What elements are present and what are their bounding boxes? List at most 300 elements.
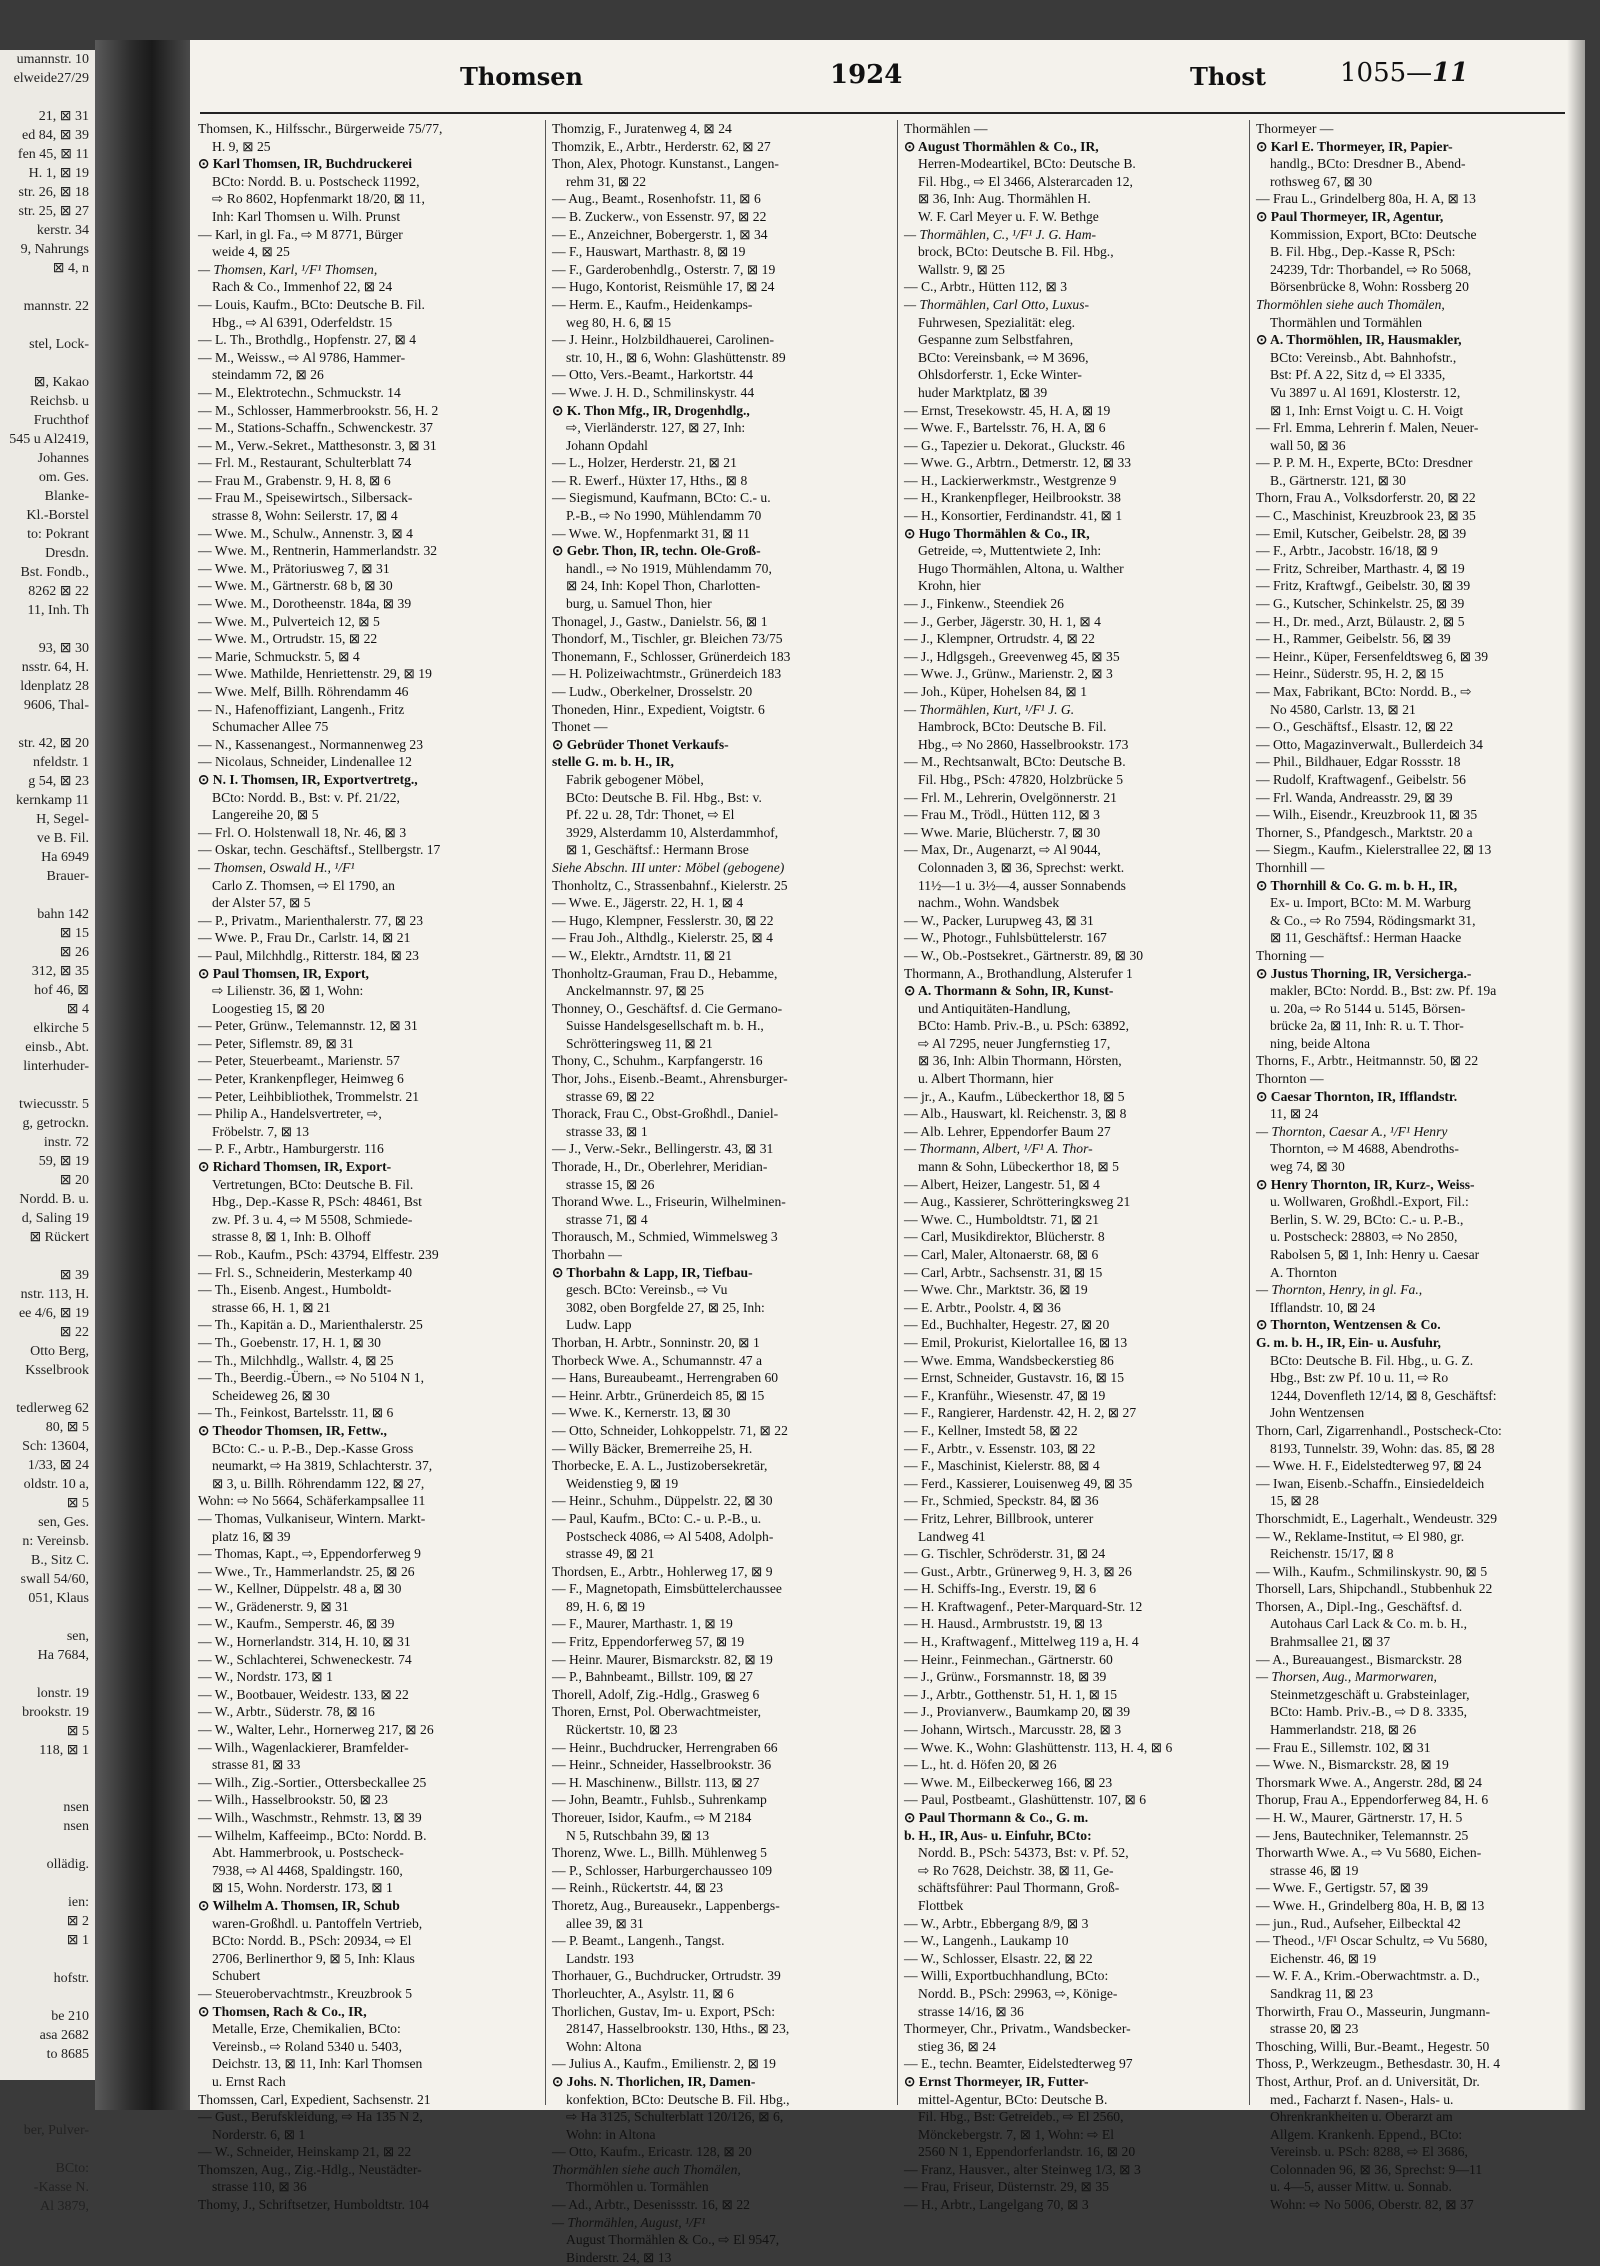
directory-entry: Schrötteringsweg 11, ⊠ 21 — [566, 1035, 713, 1051]
directory-entry: — F., Maurer, Marthastr. 1, ⊠ 19 — [552, 1616, 733, 1632]
directory-entry: strasse 66, H. 1, ⊠ 21 — [212, 1299, 331, 1315]
directory-entry: — J., Arbtr., Gotthenstr. 51, H. 1, ⊠ 15 — [904, 1686, 1118, 1702]
directory-entry: Thomy, J., Schriftsetzer, Humboldtstr. 104 — [198, 2197, 429, 2213]
directory-entry: Vereinsb., ⇨ Roland 5340 u. 5403, — [212, 2038, 402, 2054]
directory-entry: Thoretz, Aug., Bureausekr., Lappenbergs- — [552, 1897, 780, 1913]
directory-entry: Thondorf, M., Tischler, gr. Bleichen 73/75 — [552, 631, 783, 647]
directory-entry: — F., Arbtr., v. Essenstr. 103, ⊠ 22 — [904, 1440, 1096, 1456]
directory-entry: Sandkrag 11, ⊠ 23 — [1270, 1985, 1374, 2001]
directory-entry: — Karl, in gl. Fa., ⇨ M 8771, Bürger — [198, 226, 403, 242]
directory-entry: Wohn: ⇨ No 5006, Oberstr. 82, ⊠ 37 — [1270, 2197, 1474, 2213]
directory-entry: ⇨ Ha 3125, Schulterblatt 120/126, ⊠ 6, — [566, 2109, 784, 2125]
directory-entry: — Hugo, Kontorist, Reismühle 17, ⊠ 24 — [552, 279, 775, 295]
stub-line: ee 4/6, ⊠ 19 — [18, 1306, 89, 1321]
directory-entry: & Co., ⇨ Ro 7594, Rödingsmarkt 31, — [1270, 912, 1476, 928]
directory-entry: ⊙ Thornhill & Co. G. m. b. H., IR, — [1256, 877, 1458, 893]
directory-entry: ⊙ Richard Thomsen, IR, Export- — [198, 1159, 392, 1175]
stub-line — [0, 1779, 95, 1798]
directory-entry: — Wwe. M., Gärtnerstr. 68 b, ⊠ 30 — [198, 578, 393, 594]
directory-entry: — Ludw., Oberkelner, Drosselstr. 20 — [552, 684, 753, 699]
stub-line: stel, Lock- — [29, 337, 89, 352]
directory-entry: Thorleuchter, A., Asylstr. 11, ⊠ 6 — [552, 1985, 734, 2001]
stub-line: tedlerweg 62 — [16, 1401, 89, 1416]
directory-entry: Thorner, S., Pfandgesch., Marktstr. 20 a — [1256, 824, 1473, 840]
directory-entry: Thoneden, Hinr., Expedient, Voigtstr. 6 — [552, 701, 765, 717]
directory-entry: Hbg., Dep.-Kasse R, PSch: 48461, Bst — [212, 1194, 422, 1210]
directory-entry: — Carl, Maler, Altonaerstr. 68, ⊠ 6 — [904, 1247, 1099, 1262]
directory-entry: der Alster 57, ⊠ 5 — [212, 895, 311, 911]
directory-entry: — Nicolaus, Schneider, Lindenallee 12 — [198, 754, 412, 770]
directory-entry: Thormann, A., Brothandlung, Alsterufer 1 — [904, 965, 1133, 981]
directory-entry: BCto: Hamb. Priv.-B., ⇨ D 8. 3335, — [1270, 1704, 1468, 1720]
directory-entry: — Frl. O. Holstenwall 18, Nr. 46, ⊠ 3 — [198, 824, 407, 840]
stub-line — [0, 1988, 95, 2007]
stub-line: nstr. 113, H. — [20, 1287, 89, 1302]
directory-entry: — Max, Dr., Augenarzt, ⇨ Al 9044, — [904, 842, 1101, 858]
directory-entry: — Heinr., Feinmechan., Gärtnerstr. 60 — [904, 1651, 1113, 1667]
directory-entry: mann & Sohn, Lübeckerthor 18, ⊠ 5 — [918, 1159, 1119, 1175]
directory-entry: — F., Arbtr., Jacobstr. 16/18, ⊠ 9 — [1256, 543, 1438, 559]
directory-entry: — Theod., ¹/F¹ Oscar Schultz, ⇨ Vu 5680, — [1256, 1933, 1488, 1949]
directory-entry: — Wilh., Kaufm., Schmilinskystr. 90, ⊠ 5 — [1256, 1563, 1488, 1579]
directory-entry: huder Marktplatz, ⊠ 39 — [918, 384, 1048, 400]
stub-line — [0, 1380, 95, 1399]
directory-entry: — Frl. S., Schneiderin, Mesterkamp 40 — [198, 1264, 413, 1280]
directory-entry: — Wwe. M., Pulverteich 12, ⊠ 5 — [198, 613, 380, 629]
directory-entry: — Gust., Berufskleidung, ⇨ Ha 135 N 2, — [198, 2109, 423, 2125]
directory-entry: — Wwe. E., Jägerstr. 22, H. 1, ⊠ 4 — [552, 895, 744, 911]
stub-line: oldstr. 10 a, — [23, 1477, 89, 1492]
directory-entry: ⊙ A. Thormöhlen, IR, Hausmakler, — [1256, 332, 1462, 348]
stub-line: 312, ⊠ 35 — [31, 964, 89, 979]
directory-entry: — Frl. Emma, Lehrerin f. Malen, Neuer- — [1256, 420, 1479, 436]
directory-entry: brock, BCto: Deutsche B. Fil. Hbg., — [918, 244, 1114, 260]
directory-entry: u. Wollwaren, Großhdl.-Export, Fil.: — [1270, 1194, 1469, 1210]
directory-entry: Ifflandstr. 10, ⊠ 24 — [1270, 1299, 1376, 1315]
directory-entry: Metalle, Erze, Chemikalien, BCto: — [212, 2021, 401, 2037]
directory-entry: ⊙ Thorbahn & Lapp, IR, Tiefbau- — [552, 1264, 753, 1280]
directory-entry: — Wilh., Hasselbrookstr. 50, ⊠ 23 — [198, 1792, 388, 1808]
directory-entry: Bst: Pf. A 22, Sitz d, ⇨ El 3335, — [1270, 367, 1446, 383]
directory-entry: — Alb. Lehrer, Eppendorfer Baum 27 — [904, 1123, 1111, 1139]
stub-line: str. 42, ⊠ 20 — [18, 736, 89, 751]
directory-entry: Thorhauer, G., Buchdrucker, Ortrudstr. 39 — [552, 1968, 781, 1984]
directory-entry: ⇨, Vierländerstr. 127, ⊠ 27, Inh: — [566, 420, 746, 436]
directory-entry: med., Facharzt f. Nasen-, Hals- u. — [1270, 2091, 1454, 2107]
directory-entry: Herren-Modeartikel, BCto: Deutsche B. — [918, 156, 1136, 172]
directory-entry: — H. Schiffs-Ing., Everstr. 19, ⊠ 6 — [904, 1581, 1096, 1597]
directory-entry: — jr., A., Kaufm., Lübeckerthor 18, ⊠ 5 — [904, 1088, 1125, 1104]
directory-entry: ⊠ 24, Inh: Kopel Thon, Charlotten- — [566, 578, 761, 594]
directory-entry: — P. P. M. H., Experte, BCto: Dresdner — [1256, 455, 1473, 471]
directory-entry: Thorup, Frau A., Eppendorferweg 84, H. 6 — [1256, 1792, 1489, 1808]
directory-entry: Thorsell, Lars, Shipchandl., Stubbenhuk 22 — [1256, 1581, 1493, 1597]
directory-entry: — G. Tischler, Schröderstr. 31, ⊠ 24 — [904, 1546, 1106, 1562]
directory-entry: ⊠ 36, Inh: Albin Thormann, Hörsten, — [918, 1053, 1122, 1069]
directory-entry: ⊙ Gebr. Thon, IR, techn. Ole-Groß- — [552, 543, 761, 559]
directory-entry: — Wwe. F., Bartelsstr. 76, H. A, ⊠ 6 — [904, 420, 1106, 436]
stub-line: 21, ⊠ 31 — [38, 109, 89, 124]
directory-entry: — W., Kaufm., Semperstr. 46, ⊠ 39 — [198, 1616, 395, 1632]
column-divider — [545, 120, 546, 2105]
directory-entry: — W., Reklame-Institut, ⇨ El 980, gr. — [1256, 1528, 1465, 1544]
stub-line: g 54, ⊠ 23 — [28, 774, 89, 789]
directory-entry: — Willi, Exportbuchhandlung, BCto: — [904, 1968, 1109, 1984]
directory-entry: Scheideweg 26, ⊠ 30 — [212, 1387, 330, 1403]
stub-line: ber, Pulver- — [23, 2123, 89, 2138]
directory-entry: — F., Kellner, Imstedt 58, ⊠ 22 — [904, 1422, 1078, 1438]
directory-entry: BCto: C.- u. P.-B., Dep.-Kasse Gross — [212, 1440, 414, 1456]
stub-line — [0, 2102, 95, 2121]
directory-entry: ⊙ Ernst Thormeyer, IR, Futter- — [904, 2073, 1089, 2089]
directory-entry: Thorbeck Wwe. A., Schumannstr. 47 a — [552, 1352, 763, 1368]
directory-entry: — Th., Eisenb. Angest., Humboldt- — [198, 1282, 392, 1298]
directory-entry: — P., Schlosser, Harburgerchausseo 109 — [552, 1862, 773, 1878]
column-divider — [897, 120, 898, 2105]
directory-entry: N 5, Rutschbahn 39, ⊠ 13 — [566, 1827, 710, 1843]
directory-entry: — Wilh., Wagenlackierer, Bramfelder- — [198, 1739, 409, 1755]
directory-entry: — W., Schlosser, Elsastr. 22, ⊠ 22 — [904, 1950, 1093, 1966]
directory-entry: strasse 110, ⊠ 36 — [212, 2179, 307, 2195]
stub-line: 9, Nahrungs — [20, 242, 89, 257]
directory-entry: Fuhrwesen, Spezialität: eleg. — [918, 314, 1076, 330]
directory-entry: Carlo Z. Thomsen, ⇨ El 1790, an — [212, 877, 395, 893]
directory-entry: Hugo Thormählen, Altona, u. Walther — [918, 560, 1124, 576]
directory-entry: handlg., BCto: Dresdner B., Abend- — [1270, 156, 1466, 172]
directory-entry: — Wwe. H., Grindelberg 80a, H. B, ⊠ 13 — [1256, 1897, 1485, 1913]
directory-entry: — P., Bahnbeamt., Billstr. 109, ⊠ 27 — [552, 1669, 753, 1685]
directory-entry: — Albert, Heizer, Langestr. 51, ⊠ 4 — [904, 1176, 1100, 1192]
stub-line: str. 25, ⊠ 27 — [18, 204, 89, 219]
directory-entry: — Franz, Hausver., alter Steinweg 1/3, ⊠ 3 — [904, 2161, 1141, 2177]
stub-line: ⊠ 15 — [59, 926, 89, 941]
directory-entry: Thornton, ⇨ M 4688, Abendroths- — [1270, 1141, 1459, 1157]
directory-entry: — M., Weissw., ⇨ Al 9786, Hammer- — [198, 349, 406, 365]
directory-entry: — H., Konsortier, Ferdinandstr. 41, ⊠ 1 — [904, 508, 1123, 524]
directory-entry: Ohrenkrankheiten u. Oberarzt am — [1270, 2109, 1453, 2125]
directory-entry: — Wwe. Emma, Wandsbeckerstieg 86 — [904, 1352, 1114, 1368]
directory-entry: strasse 8, ⊠ 1, Inh: B. Olhoff — [212, 1229, 371, 1245]
directory-entry: — Wwe. Marie, Blücherstr. 7, ⊠ 30 — [904, 824, 1101, 840]
directory-entry: John Wentzensen — [1270, 1405, 1365, 1421]
stub-line — [0, 1950, 95, 1969]
directory-entry: — Thormählen, Carl Otto, Luxus- — [904, 296, 1090, 312]
directory-entry: — Wilh., Zig.-Sortier., Ottersbeckallee 25 — [198, 1774, 427, 1790]
stub-line: str. 26, ⊠ 18 — [18, 185, 89, 200]
directory-entry: — G., Kutscher, Schinkelstr. 25, ⊠ 39 — [1256, 596, 1465, 612]
directory-entry: strasse 49, ⊠ 21 — [566, 1546, 655, 1562]
directory-entry: Thorns, F., Arbtr., Heitmannstr. 50, ⊠ 22 — [1256, 1053, 1479, 1069]
directory-entry: ⊠ 15, Wohn. Norderstr. 173, ⊠ 1 — [212, 1880, 393, 1896]
directory-entry: Fabrik gebogener Möbel, — [566, 771, 704, 787]
directory-entry: Rückertstr. 10, ⊠ 23 — [566, 1722, 678, 1738]
directory-entry: Mönckebergstr. 7, ⊠ 1, Wohn: ⇨ El — [918, 2126, 1114, 2142]
directory-entry: — Fr., Schmied, Speckstr. 84, ⊠ 36 — [904, 1493, 1099, 1509]
directory-entry: steindamm 72, ⊠ 26 — [212, 367, 324, 383]
directory-entry: — Alb., Hauswart, kl. Reichenstr. 3, ⊠ 8 — [904, 1106, 1127, 1122]
directory-entry: — Heinr., Süderstr. 95, H. 2, ⊠ 15 — [1256, 666, 1444, 682]
directory-entry: Rabolsen 5, ⊠ 1, Inh: Henry u. Caesar — [1270, 1247, 1480, 1262]
directory-entry: Hbg., ⇨ Al 6391, Oderfeldstr. 15 — [212, 314, 393, 330]
directory-entry: — F., Kranführ., Wiesenstr. 47, ⊠ 19 — [904, 1387, 1106, 1403]
directory-entry: Thomszen, Aug., Zig.-Hdlg., Neustädter- — [198, 2161, 422, 2177]
directory-entry: — Thornton, Caesar A., ¹/F¹ Henry — [1256, 1123, 1448, 1139]
directory-entry: ⊙ Paul Thormeyer, IR, Agentur, — [1256, 208, 1444, 224]
directory-entry: — Wwe. G., Arbtrn., Detmerstr. 12, ⊠ 33 — [904, 455, 1132, 471]
directory-entry: — Paul, Postbeamt., Glashüttenstr. 107, ⊠ 6 — [904, 1792, 1147, 1808]
directory-entry: — W., Schneider, Heinskamp 21, ⊠ 22 — [198, 2144, 412, 2160]
directory-entry: handl., ⇨ No 1919, Mühlendamm 70, — [566, 560, 772, 576]
directory-entry: P.-B., ⇨ No 1990, Mühlendamm 70 — [566, 508, 762, 524]
directory-entry: August Thormählen & Co., ⇨ El 9547, — [566, 2232, 780, 2248]
directory-entry: allee 39, ⊠ 31 — [566, 1915, 644, 1931]
directory-entry: Fil. Hbg., ⇨ El 3466, Alsterarcaden 12, — [918, 173, 1133, 189]
directory-entry: — W., Packer, Lurupweg 43, ⊠ 31 — [904, 912, 1094, 928]
directory-entry: ⊙ Hugo Thormählen & Co., IR, — [904, 525, 1090, 541]
directory-entry: — Thomsen, Karl, ¹/F¹ Thomsen, — [198, 261, 378, 277]
directory-entry: Wohn: in Altona — [566, 2126, 656, 2142]
directory-entry: A. Thornton — [1270, 1264, 1337, 1280]
directory-entry: strasse 46, ⊠ 19 — [1270, 1862, 1359, 1878]
directory-entry: ⊙ A. Thormann & Sohn, IR, Kunst- — [904, 983, 1114, 999]
directory-entry: Flottbek — [918, 1897, 964, 1913]
directory-entry: — Frau Joh., Althdlg., Kielerstr. 25, ⊠ 4 — [552, 930, 773, 946]
directory-entry: — Steuerobervachtmstr., Kreuzbrook 5 — [198, 1985, 413, 2001]
stub-line: Ksselbrook — [25, 1363, 89, 1378]
directory-entry: — Heinr., Schuhm., Düppelstr. 22, ⊠ 30 — [552, 1493, 773, 1509]
stub-line: Al 3879, — [40, 2199, 89, 2214]
directory-entry: ⊙ Henry Thornton, IR, Kurz-, Weiss- — [1256, 1176, 1475, 1192]
directory-entry: — Emil, Prokurist, Kielortallee 16, ⊠ 13 — [904, 1334, 1128, 1350]
directory-entry: Thony, C., Schuhm., Karpfangerstr. 16 — [552, 1053, 763, 1069]
stub-line: 11, Inh. Th — [27, 603, 89, 618]
directory-entry: — Heinr., Buchdrucker, Herrengraben 66 — [552, 1739, 778, 1755]
directory-entry: — Th., Kapitän a. D., Marienthalerstr. 25 — [198, 1317, 423, 1333]
stub-line: n: Vereinsb. — [22, 1534, 89, 1549]
directory-entry: — Gust., Arbtr., Grünerweg 9, H. 3, ⊠ 26 — [904, 1563, 1132, 1579]
directory-entry: — W., Hornerlandstr. 314, H. 10, ⊠ 31 — [198, 1634, 411, 1650]
stub-line: Bst. Fondb., — [20, 565, 89, 580]
directory-entry: Thorn, Carl, Zigarrenhandl., Postscheck-Cto: — [1256, 1422, 1502, 1438]
stub-line: Brauer- — [46, 869, 89, 884]
stub-line: lonstr. 19 — [36, 1686, 89, 1701]
directory-entry: — W., Ob.-Postsekret., Gärtnerstr. 89, ⊠ 30 — [904, 947, 1144, 963]
directory-page — [190, 40, 1585, 2265]
directory-entry: Thomzik, E., Arbtr., Herderstr. 62, ⊠ 27 — [552, 138, 771, 154]
directory-entry: — Wwe. K., Wohn: Glashüttenstr. 113, H. 4, ⊠ 6 — [904, 1739, 1173, 1755]
directory-entry: — C., Arbtr., Hütten 112, ⊠ 3 — [904, 279, 1068, 295]
directory-entry: Brahmsallee 21, ⊠ 37 — [1270, 1634, 1391, 1650]
directory-entry: Thorwarth Wwe. A., ⇨ Vu 5680, Eichen- — [1256, 1845, 1482, 1861]
directory-entry: BCto: Vereinsbank, ⇨ M 3696, — [918, 349, 1089, 365]
directory-entry: Schumacher Allee 75 — [212, 719, 329, 735]
directory-entry: — Willy Bäcker, Bremerreihe 25, H. — [552, 1440, 753, 1456]
stub-line: Blanke- — [44, 489, 89, 504]
directory-entry: Thorell, Adolf, Zig.-Hdlg., Grasweg 6 — [552, 1686, 760, 1702]
directory-entry: — Thomas, Kapt., ⇨, Eppendorferweg 9 — [198, 1546, 421, 1562]
directory-entry: — H., Arbtr., Langelgang 70, ⊠ 3 — [904, 2197, 1089, 2213]
directory-entry: 1244, Dovenfleth 12/14, ⊠ 8, Geschäftsf: — [1270, 1387, 1497, 1403]
stub-line: ⊠ 2 — [66, 1914, 89, 1929]
directory-entry: — Wwe. M., Rentnerin, Hammerlandstr. 32 — [198, 543, 438, 559]
directory-entry: 28147, Hasselbrookstr. 130, Hths., ⊠ 23, — [566, 2021, 790, 2037]
directory-entry: str. 10, H., ⊠ 6, Wohn: Glashüttenstr. 89 — [566, 349, 786, 365]
column-2 — [552, 120, 892, 2265]
directory-entry: Thorade, H., Dr., Oberlehrer, Meridian- — [552, 1159, 768, 1175]
directory-entry: — H. Polizeiwachtmstr., Grünerdeich 183 — [552, 666, 782, 682]
directory-entry: zw. Pf. 3 u. 4, ⇨ M 5508, Schmiede- — [212, 1211, 413, 1227]
stub-line: 118, ⊠ 1 — [39, 1743, 89, 1758]
directory-entry: neumarkt, ⇨ Ha 3819, Schlachterstr. 37, — [212, 1458, 433, 1474]
directory-entry: Thorning — — [1256, 947, 1324, 963]
directory-entry: Langereihe 20, ⊠ 5 — [212, 807, 319, 823]
directory-entry: strasse 71, ⊠ 4 — [566, 1211, 648, 1227]
directory-entry: — G., Tapezier u. Dekorat., Gluckstr. 46 — [904, 437, 1125, 453]
directory-entry: — Ernst, Tresekowstr. 45, H. A, ⊠ 19 — [904, 402, 1111, 418]
directory-entry: Thost, Arthur, Prof. an d. Universität, Dr. — [1256, 2073, 1480, 2089]
stub-line: kerstr. 34 — [36, 223, 89, 238]
directory-entry: — N., Kassenangest., Normannenweg 23 — [198, 736, 424, 752]
directory-entry: Thorlichen, Gustav, Im- u. Export, PSch: — [552, 2003, 776, 2019]
directory-entry: burg, u. Samuel Thon, hier — [566, 596, 712, 612]
directory-entry: ⊙ Theodor Thomsen, IR, Fettw., — [198, 1422, 387, 1438]
directory-entry: ⊙ Johs. N. Thorlichen, IR, Damen- — [552, 2073, 756, 2089]
directory-entry: — Peter, Grünw., Telemannstr. 12, ⊠ 31 — [198, 1018, 418, 1034]
directory-entry: ⊙ Karl Thomsen, IR, Buchdruckerei — [198, 156, 413, 172]
stub-line: be 210 — [51, 2009, 89, 2024]
directory-entry: Thonet — — [552, 719, 608, 735]
stub-line: elkirche 5 — [33, 1021, 89, 1036]
directory-entry: — Wwe. M., Dorotheenstr. 184a, ⊠ 39 — [198, 596, 412, 612]
directory-entry: Kommission, Export, BCto: Deutsche — [1270, 226, 1477, 242]
directory-entry: ning, beide Altona — [1270, 1035, 1371, 1051]
directory-entry: — Iwan, Eisenb.-Schaffn., Einsiedeldeich — [1256, 1475, 1485, 1491]
directory-entry: — H., Rammer, Geibelstr. 56, ⊠ 39 — [1256, 631, 1451, 647]
directory-entry: — M., Schlosser, Hammerbrookstr. 56, H. 2 — [198, 402, 439, 418]
directory-entry: — Ed., Buchhalter, Hegestr. 27, ⊠ 20 — [904, 1317, 1110, 1333]
directory-entry: — Fritz, Kraftwgf., Geibelstr. 30, ⊠ 39 — [1256, 578, 1471, 594]
directory-entry: b. H., IR, Aus- u. Einfuhr, BCto: — [904, 1827, 1092, 1843]
directory-entry: — Paul, Kaufm., BCto: C.- u. P.-B., u. — [552, 1510, 762, 1526]
stub-line: Johannes — [37, 451, 89, 466]
directory-entry: 8193, Tunnelstr. 39, Wohn: das. 85, ⊠ 28 — [1270, 1440, 1495, 1456]
directory-entry: W. F. Carl Meyer u. F. W. Bethge — [918, 208, 1099, 224]
directory-entry: Krohn, hier — [918, 578, 981, 594]
directory-entry: Thormeyer, Chr., Privatm., Wandsbecker- — [904, 2021, 1131, 2037]
directory-entry: Thornhill — — [1256, 859, 1325, 875]
directory-entry: Johann Opdahl — [566, 437, 648, 453]
directory-entry: — Thornton, Henry, in gl. Fa., — [1256, 1282, 1423, 1298]
directory-entry: Thordsen, E., Arbtr., Hohlerweg 17, ⊠ 9 — [552, 1563, 773, 1579]
stub-line: Ha 7684, — [37, 1648, 89, 1663]
directory-entry: — Ernst, Schneider, Gustavstr. 16, ⊠ 15 — [904, 1370, 1125, 1386]
directory-entry: — Philip A., Handelsvertreter, ⇨, — [198, 1106, 382, 1122]
directory-entry: Suisse Handelsgesellschaft m. b. H., — [566, 1018, 764, 1034]
stub-line: brookstr. 19 — [22, 1705, 89, 1720]
stub-line: ⊠ 1 — [66, 1933, 89, 1948]
directory-entry: — W., Arbtr., Ebbergang 8/9, ⊠ 3 — [904, 1915, 1089, 1931]
column-1 — [198, 120, 538, 2213]
stub-line: H, Segel- — [36, 812, 89, 827]
directory-entry: brücke 2a, ⊠ 11, Inh: R. u. T. Thor- — [1270, 1018, 1464, 1034]
directory-entry: Autohaus Carl Lack & Co. m. b. H., — [1270, 1616, 1468, 1632]
directory-entry: — M., Verw.-Sekret., Matthesonstr. 3, ⊠ 31 — [198, 437, 437, 453]
directory-entry: — Fritz, Schreiber, Marthastr. 4, ⊠ 19 — [1256, 560, 1465, 576]
directory-entry: Thoreuer, Isidor, Kaufm., ⇨ M 2184 — [552, 1810, 752, 1825]
directory-entry: ⊙ August Thormählen & Co., IR, — [904, 138, 1099, 154]
directory-entry: — Max, Fabrikant, BCto: Nordd. B., ⇨ — [1256, 684, 1472, 699]
directory-entry: u. Postscheck: 28803, ⇨ No 2850, — [1270, 1229, 1458, 1245]
directory-entry: Thorack, Frau C., Obst-Großhdl., Daniel- — [552, 1106, 779, 1122]
directory-entry: — jun., Rud., Aufseher, Eilbecktal 42 — [1256, 1915, 1461, 1931]
stub-line: 93, ⊠ 30 — [38, 641, 89, 656]
directory-entry: — Louis, Kaufm., BCto: Deutsche B. Fil. — [198, 296, 425, 312]
stub-line — [0, 354, 95, 373]
stub-line: hof 46, ⊠ — [34, 983, 89, 998]
directory-entry: Vu 3897 u. Al 1691, Klosterstr. 12, — [1270, 384, 1461, 400]
directory-entry: — P., Privatm., Marienthalerstr. 77, ⊠ 23 — [198, 912, 424, 928]
directory-entry: — H. W., Maurer, Gärtnerstr. 17, H. 5 — [1256, 1810, 1463, 1825]
directory-entry: ⊙ Paul Thomsen, IR, Export, — [198, 965, 369, 981]
directory-entry: 24239, Tdr: Thorbandel, ⇨ Ro 5068, — [1270, 261, 1472, 277]
previous-page-stub — [0, 50, 95, 2214]
page-header — [190, 40, 1585, 100]
directory-entry: BCto: Deutsche B. Fil. Hbg., Bst: v. — [566, 789, 762, 805]
directory-entry: Eichenstr. 46, ⊠ 19 — [1270, 1950, 1377, 1966]
directory-entry: — Wwe. F., Gertigstr. 57, ⊠ 39 — [1256, 1880, 1429, 1896]
directory-entry: — Rob., Kaufm., PSch: 43794, Elffestr. 239 — [198, 1247, 439, 1262]
directory-entry: konfektion, BCto: Deutsche B. Fil. Hbg., — [566, 2091, 790, 2107]
directory-entry: ⊙ K. Thon Mfg., IR, Drogenhdlg., — [552, 402, 750, 418]
directory-entry: — Hans, Bureaubeamt., Herrengraben 60 — [552, 1370, 779, 1386]
directory-entry: — H. Hausd., Armbruststr. 19, ⊠ 13 — [904, 1616, 1103, 1632]
directory-entry: — O., Geschäftsf., Elsastr. 12, ⊠ 22 — [1256, 719, 1454, 735]
stub-line: einsb., Abt. — [25, 1040, 89, 1055]
stub-line — [0, 2083, 95, 2102]
directory-entry: ⊠ 1, Geschäftsf.: Hermann Brose — [566, 842, 749, 858]
directory-entry: — Oskar, techn. Geschäftsf., Stellbergstr. 17 — [198, 842, 441, 858]
directory-entry: — W., Schlachterei, Schweneckestr. 74 — [198, 1651, 412, 1667]
directory-entry: strasse 15, ⊠ 26 — [566, 1176, 655, 1192]
stub-line: asa 2682 — [39, 2028, 89, 2043]
directory-entry: Börsenbrücke 8, Wohn: Rossberg 20 — [1270, 279, 1469, 295]
stub-line: 1/33, ⊠ 24 — [27, 1458, 89, 1473]
directory-entry: Thonholtz, C., Strassenbahnf., Kielerstr. 25 — [552, 877, 788, 893]
directory-entry: — P. Beamt., Langenh., Tangst. — [552, 1933, 725, 1949]
directory-entry: Allgem. Krankenh. Eppend., BCto: — [1270, 2126, 1463, 2142]
directory-entry: BCto: Nordd. B., Bst: v. Pf. 21/22, — [212, 789, 400, 805]
directory-entry: Colonnaden 96, ⊠ 36, Sprechst: 9—11 — [1270, 2161, 1483, 2177]
directory-entry: Thormählen — — [904, 121, 988, 136]
stub-line: Otto Berg, — [30, 1344, 89, 1359]
directory-entry: Landstr. 193 — [566, 1950, 634, 1966]
directory-entry: ⊙ Caesar Thornton, IR, Ifflandstr. — [1256, 1088, 1458, 1104]
stub-line: 545 u Al2419, — [9, 432, 89, 447]
directory-entry: Thomssen, Carl, Expedient, Sachsenstr. 21 — [198, 2091, 431, 2107]
stub-line: twiecusstr. 5 — [19, 1097, 89, 1112]
directory-entry: rothsweg 67, ⊠ 30 — [1270, 173, 1373, 189]
directory-entry: Thorausch, M., Schmied, Wimmelsweg 3 — [552, 1229, 778, 1245]
stub-line: ⊠ 4, n — [52, 261, 89, 276]
directory-entry: — F., Hauswart, Marthastr. 8, ⊠ 19 — [552, 244, 746, 260]
directory-entry: Thorsen, A., Dipl.-Ing., Geschäftsf. d. — [1256, 1598, 1463, 1614]
book-gutter — [95, 40, 190, 2110]
directory-entry: — Heinr. Arbtr., Grünerdeich 85, ⊠ 15 — [552, 1387, 765, 1403]
directory-entry: weide 4, ⊠ 25 — [212, 244, 290, 260]
directory-entry: Ohlsdorferstr. 1, Ecke Winter- — [918, 367, 1082, 383]
directory-entry: nachm., Wohn. Wandsbek — [918, 895, 1060, 911]
directory-entry: gesch. BCto: Vereinsb., ⇨ Vu — [566, 1282, 728, 1298]
